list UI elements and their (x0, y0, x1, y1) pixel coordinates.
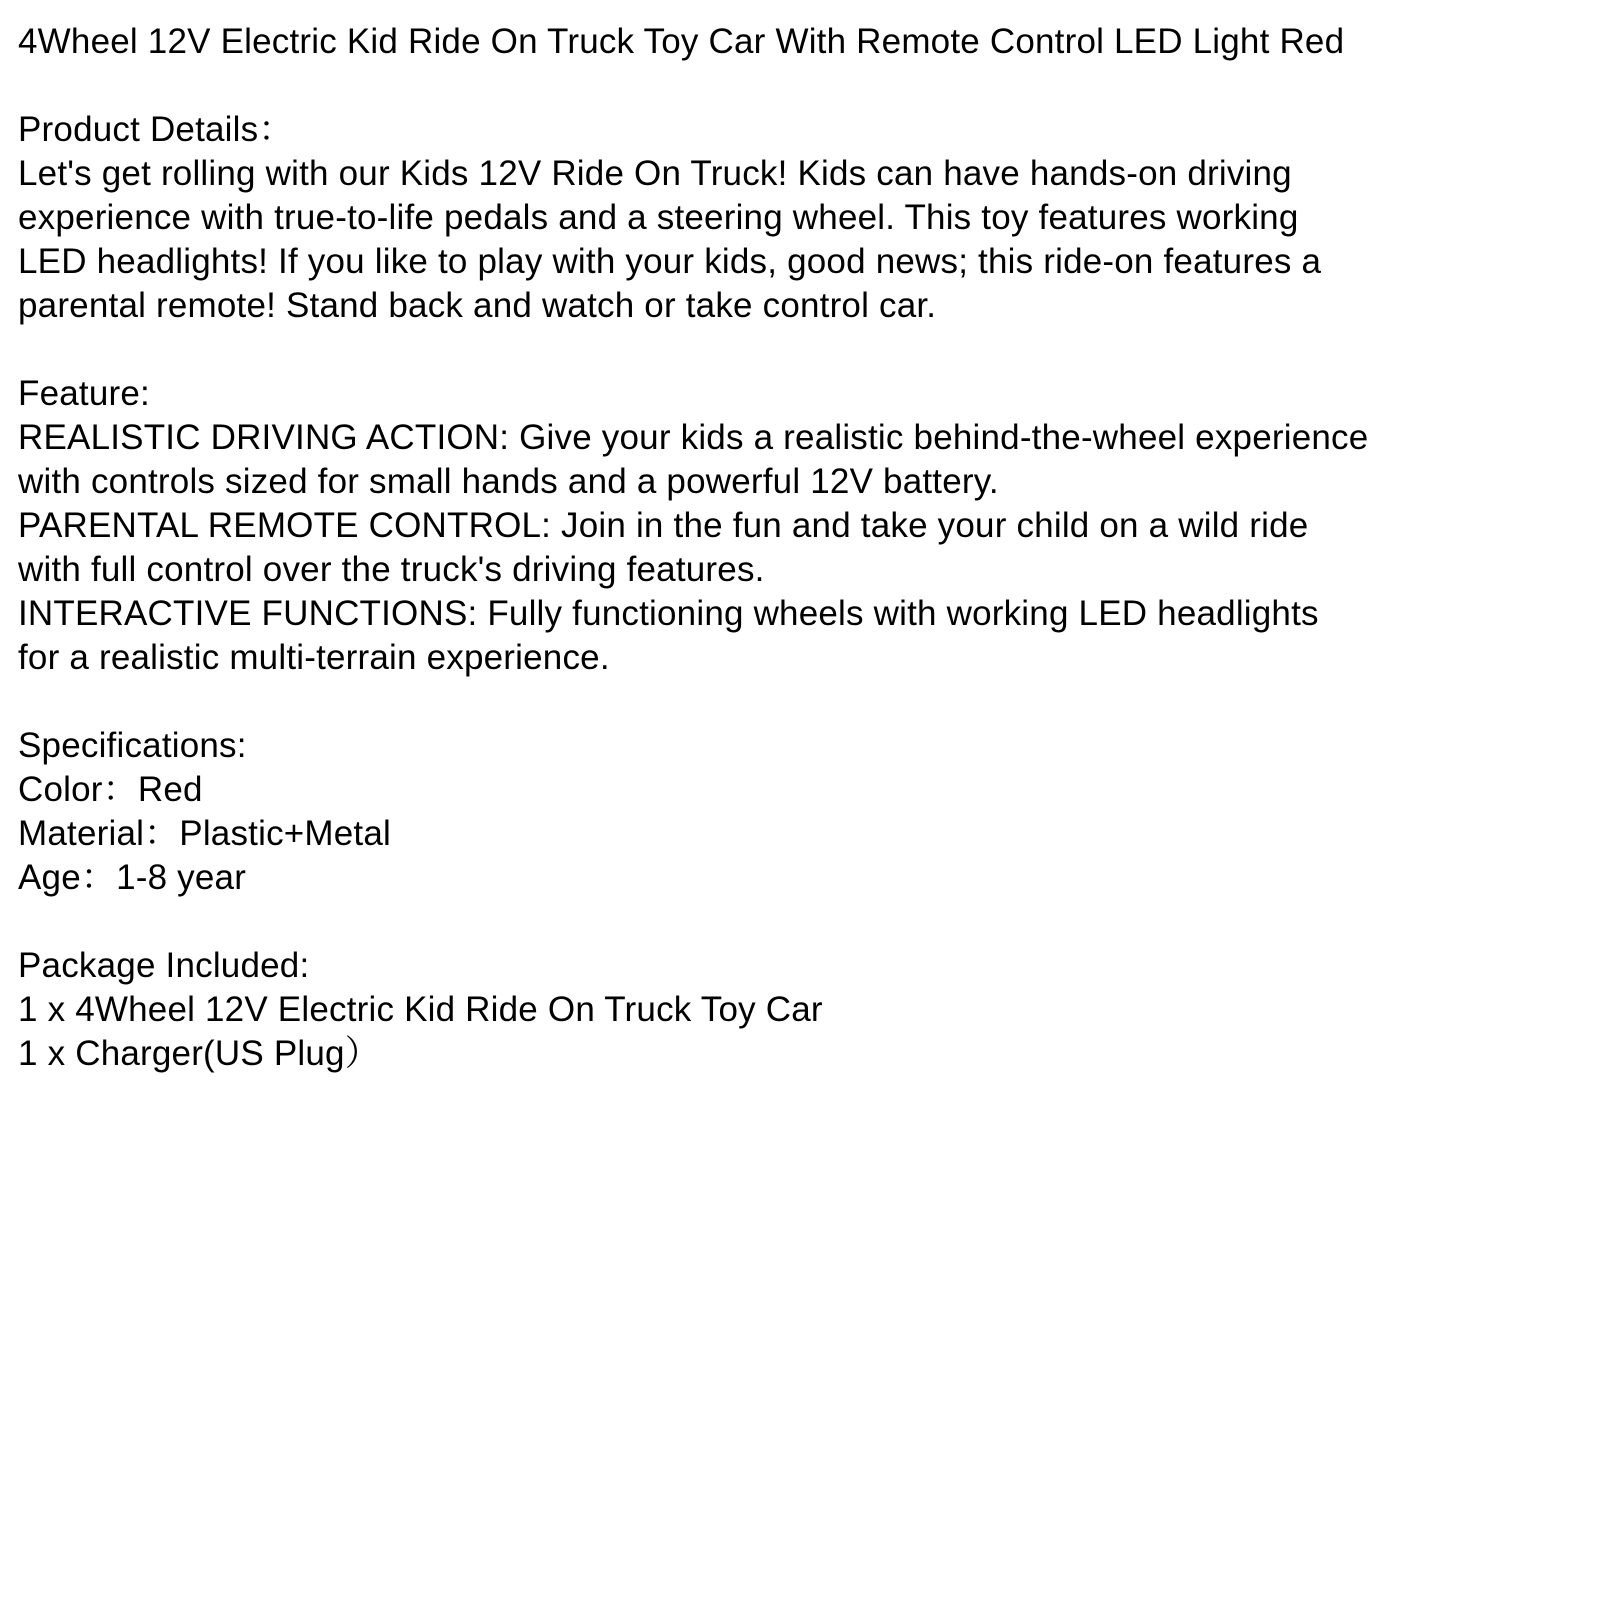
package-included-heading: Package Included: (18, 946, 310, 985)
product-details-line: experience with true-to-life pedals and a steering wheel. This toy features working (18, 198, 1299, 237)
blank-line (18, 64, 1590, 108)
feature-line: with full control over the truck's driving features. (18, 550, 765, 589)
spec-material: Material：Plastic+Metal (18, 814, 391, 853)
product-details-line: LED headlights! If you like to play with your kids, good news; this ride-on features a (18, 242, 1322, 281)
spec-color: Color：Red (18, 770, 203, 809)
feature-heading: Feature: (18, 374, 150, 413)
specifications-heading: Specifications: (18, 726, 247, 765)
feature-line: INTERACTIVE FUNCTIONS: Fully functioning wheels with working LED headlights (18, 594, 1319, 633)
feature-line: with controls sized for small hands and a powerful 12V battery. (18, 462, 999, 501)
product-details-line: parental remote! Stand back and watch or take control car. (18, 286, 937, 325)
feature-line: for a realistic multi-terrain experience. (18, 638, 610, 677)
feature-line: PARENTAL REMOTE CONTROL: Join in the fun and take your child on a wild ride (18, 506, 1309, 545)
blank-line (18, 328, 1590, 372)
blank-line (18, 900, 1590, 944)
feature-line: REALISTIC DRIVING ACTION: Give your kids a realistic behind-the-wheel experience (18, 418, 1369, 457)
product-title: 4Wheel 12V Electric Kid Ride On Truck Toy Car With Remote Control LED Light Red (18, 22, 1345, 61)
product-details-heading: Product Details： (18, 110, 294, 149)
package-item: 1 x Charger(US Plug） (18, 1034, 380, 1073)
spec-age: Age：1-8 year (18, 858, 247, 897)
product-details-line: Let's get rolling with our Kids 12V Ride On Truck! Kids can have hands-on driving (18, 154, 1292, 193)
package-item: 1 x 4Wheel 12V Electric Kid Ride On Truck Toy Car (18, 990, 823, 1029)
blank-line (18, 680, 1590, 724)
